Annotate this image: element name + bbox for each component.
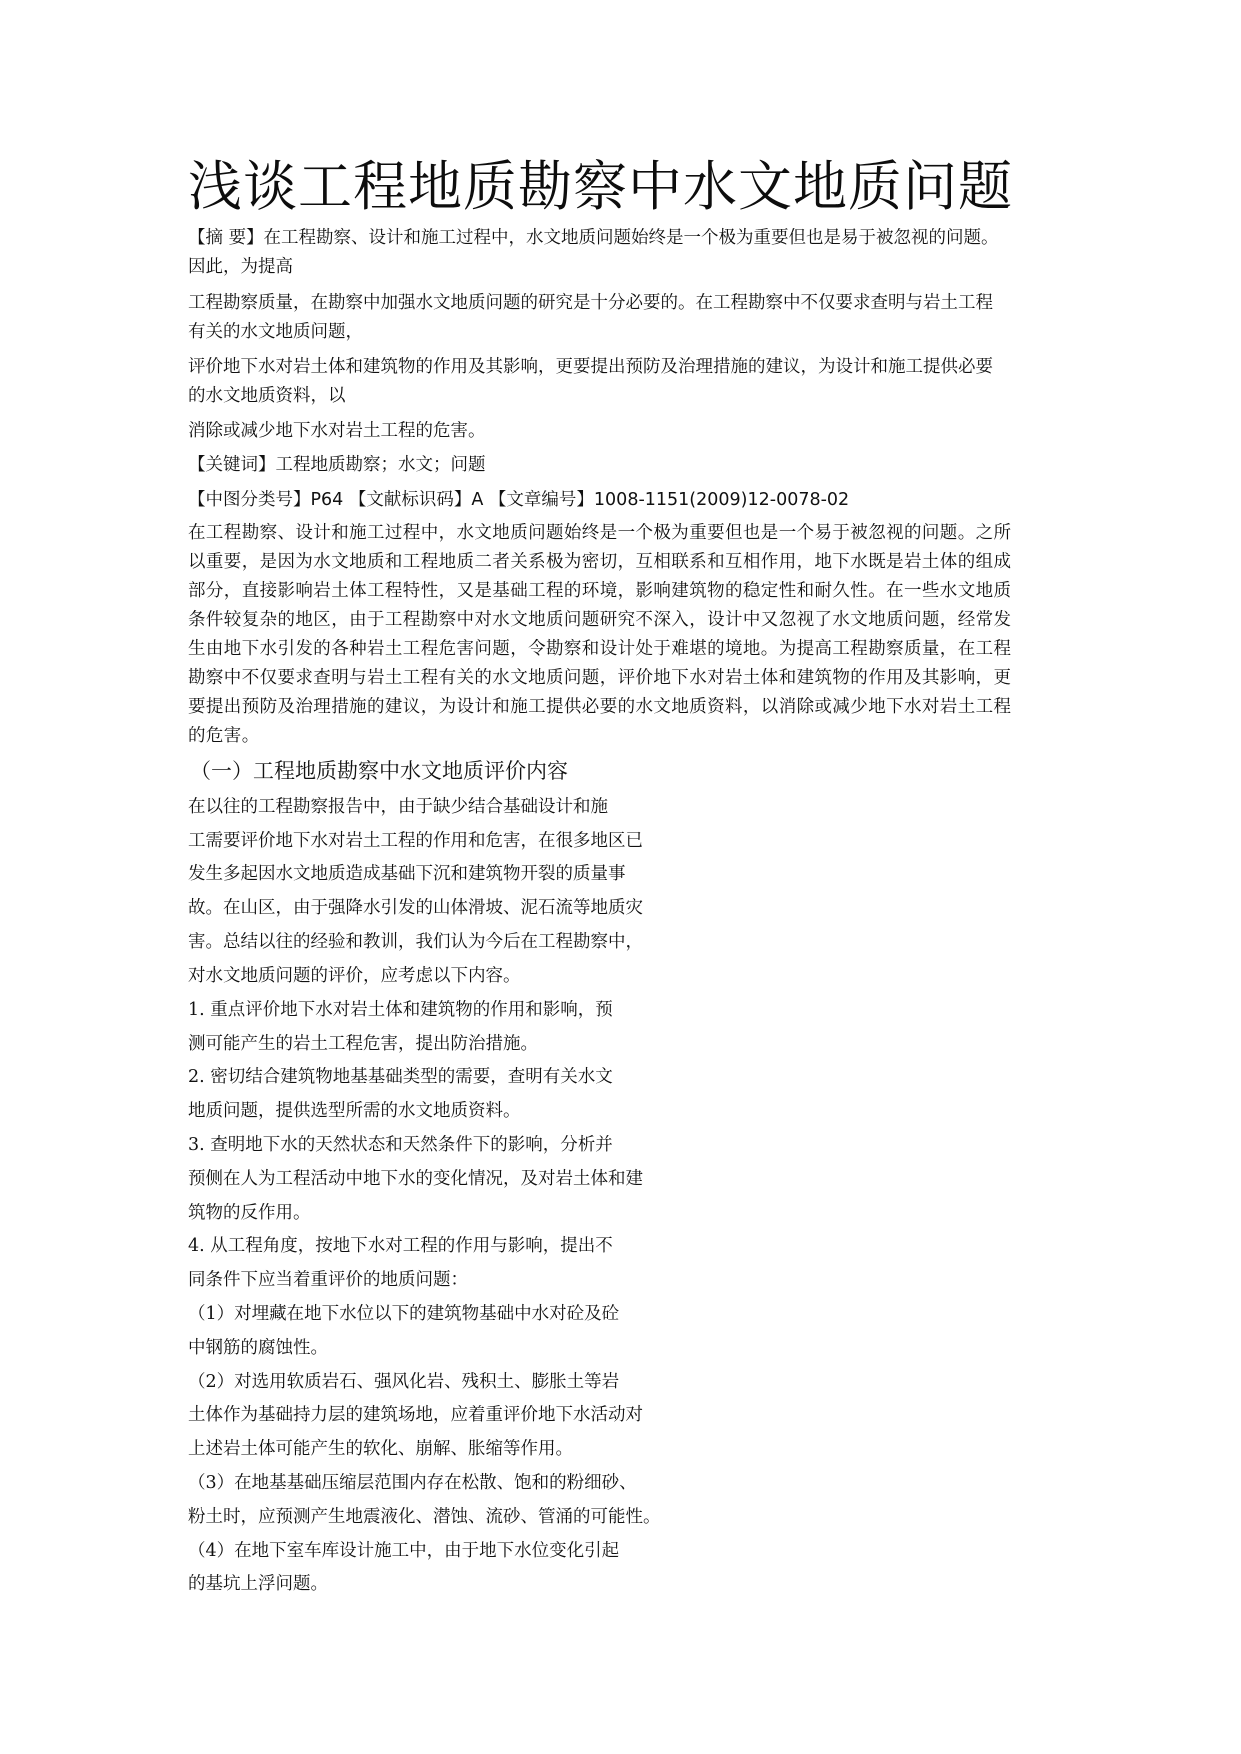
abstract-line: 有关的水文地质问题， (188, 322, 363, 342)
abstract-line: 因此，为提高 (188, 257, 293, 277)
abstract-line: 评价地下水对岩土体和建筑物的作用及其影响，更要提出预防及治理措施的建议，为设计和施工提供必要 (188, 357, 993, 377)
list-item: 筑物的反作用。 (188, 1203, 311, 1223)
list-item: 1. 重点评价地下水对岩土体和建筑物的作用和影响，预 (188, 1000, 613, 1020)
intro-line: 以重要，是因为水文地质和工程地质二者关系极为密切，互相联系和互相作用，地下水既是岩土体的组成 (188, 552, 1012, 572)
sub-list-item: 粉土时，应预测产生地震液化、潜蚀、流砂、管涌的可能性。 (188, 1507, 661, 1527)
list-item: 预侧在人为工程活动中地下水的变化情况，及对岩土体和建 (188, 1169, 643, 1189)
abstract-line: 消除或减少地下水对岩土工程的危害。 (188, 421, 486, 441)
abstract-line: 工程勘察质量，在勘察中加强水文地质问题的研究是十分必要的。在工程勘察中不仅要求查明与岩土工程 (188, 293, 993, 313)
section-line: 对水文地质问题的评价，应考虑以下内容。 (188, 966, 521, 986)
list-item: 地质问题，提供选型所需的水文地质资料。 (188, 1101, 521, 1121)
intro-line: 勘察中不仅要求查明与岩土工程有关的水文地质问题，评价地下水对岩土体和建筑物的作用及其影响，更 (188, 668, 1012, 688)
list-item: 测可能产生的岩土工程危害，提出防治措施。 (188, 1034, 538, 1054)
abstract-line: 【摘 要】在工程勘察、设计和施工过程中，水文地质问题始终是一个极为重要但也是易于被忽视的问题。 (188, 228, 999, 248)
sub-list-item: 的基坑上浮问题。 (188, 1574, 328, 1594)
sub-list-item: （1）对埋藏在地下水位以下的建筑物基础中水对砼及砼 (188, 1304, 620, 1324)
list-item: 2. 密切结合建筑物地基基础类型的需要，查明有关水文 (188, 1067, 613, 1087)
sub-list-item: （4）在地下室车库设计施工中，由于地下水位变化引起 (188, 1541, 620, 1561)
intro-line: 条件较复杂的地区，由于工程勘察中对水文地质问题研究不深入，设计中又忽视了水文地质问题，经常发 (188, 610, 1012, 630)
intro-line: 生由地下水引发的各种岩土工程危害问题，令勘察和设计处于难堪的境地。为提高工程勘察质量，在工程 (188, 639, 1012, 659)
section-line: 发生多起因水文地质造成基础下沉和建筑物开裂的质量事 (188, 864, 626, 884)
section-line: 工需要评价地下水对岩土工程的作用和危害，在很多地区已 (188, 831, 643, 851)
paper-title: 浅谈工程地质勘察中水文地质问题 (188, 155, 1013, 218)
intro-line: 要提出预防及治理措施的建议，为设计和施工提供必要的水文地质资料，以消除或减少地下水对岩土工程 (188, 697, 1012, 717)
list-item: 同条件下应当着重评价的地质问题： (188, 1270, 468, 1290)
classification-line: 【中图分类号】P64 【文献标识码】A 【文章编号】1008-1151(2009)12-0078-02 (188, 490, 850, 510)
section-line: 在以往的工程勘察报告中，由于缺少结合基础设计和施 (188, 797, 608, 817)
intro-line: 的危害。 (188, 726, 260, 746)
section-line: 故。在山区，由于强降水引发的山体滑坡、泥石流等地质灾 (188, 898, 643, 918)
keywords-line: 【关键词】工程地质勘察；水文；问题 (188, 455, 486, 475)
intro-line: 部分，直接影响岩土体工程特性，又是基础工程的环境，影响建筑物的稳定性和耐久性。在一些水文地质 (188, 581, 1012, 601)
sub-list-item: （2）对选用软质岩石、强风化岩、残积土、膨胀土等岩 (188, 1372, 620, 1392)
list-item: 3. 查明地下水的天然状态和天然条件下的影响，分析并 (188, 1135, 613, 1155)
sub-list-item: 土体作为基础持力层的建筑场地，应着重评价地下水活动对 (188, 1405, 643, 1425)
sub-list-item: 上述岩土体可能产生的软化、崩解、胀缩等作用。 (188, 1439, 573, 1459)
sub-list-item: 中钢筋的腐蚀性。 (188, 1338, 328, 1358)
section-heading: （一）工程地质勘察中水文地质评价内容 (190, 759, 568, 783)
list-item: 4. 从工程角度，按地下水对工程的作用与影响，提出不 (188, 1236, 613, 1256)
section-line: 害。总结以往的经验和教训，我们认为今后在工程勘察中， (188, 932, 643, 952)
sub-list-item: （3）在地基基础压缩层范围内存在松散、饱和的粉细砂、 (188, 1473, 637, 1493)
abstract-line: 的水文地质资料，以 (188, 386, 346, 406)
intro-line: 在工程勘察、设计和施工过程中，水文地质问题始终是一个极为重要但也是一个易于被忽视的问题。之所 (188, 523, 1012, 543)
